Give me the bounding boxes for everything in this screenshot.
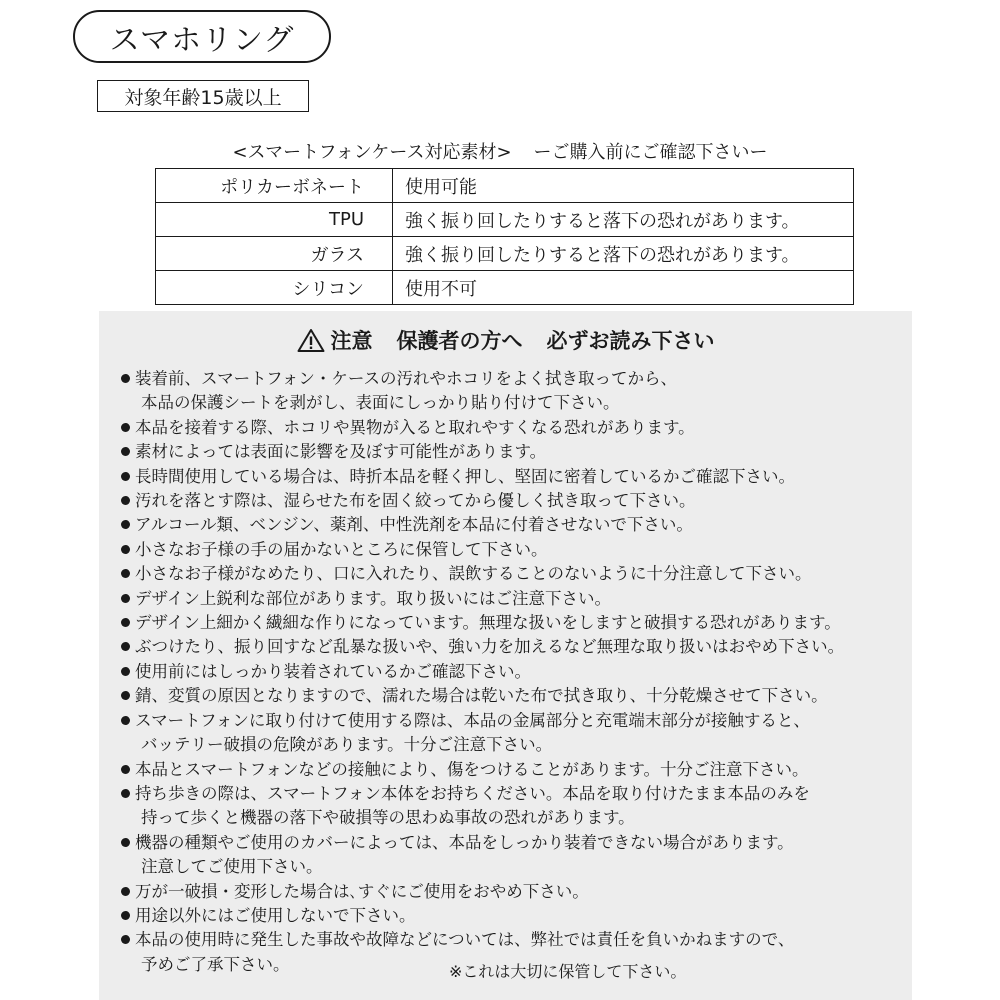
materials-heading xyxy=(150,138,850,164)
bullet-icon xyxy=(121,423,130,432)
bullet-icon xyxy=(121,447,130,456)
bullet-icon xyxy=(121,716,130,725)
caution-audience: 保護者の方へ xyxy=(396,329,523,353)
caution-text: 小さなお子様がなめたり、口に入れたり、誤飲することのないように十分注意して下さい。 xyxy=(135,564,812,584)
material-name: シリコン xyxy=(156,271,393,305)
material-status: 使用不可 xyxy=(393,271,854,305)
material-row xyxy=(156,169,854,203)
bullet-icon xyxy=(121,838,130,847)
warning-triangle-icon xyxy=(297,328,325,353)
bullet-icon xyxy=(121,618,130,627)
caution-text: デザイン上細かく繊細な作りになっています。無理な扱いをしますと破損する恐れがあります。 xyxy=(135,613,841,633)
caution-text: 注意してご使用下さい。 xyxy=(141,857,323,877)
caution-item xyxy=(121,465,844,489)
materials-table xyxy=(155,168,854,305)
caution-item xyxy=(121,489,844,513)
material-name: ガラス xyxy=(156,237,393,271)
caution-text: 本品を接着する際、ホコリや異物が入ると取れやすくなる恐れがあります。 xyxy=(135,417,695,437)
caution-item xyxy=(121,562,844,586)
caution-heading xyxy=(99,325,912,355)
caution-text: 素材によっては表面に影響を及ぼす可能性があります。 xyxy=(135,442,547,462)
caution-item-continued xyxy=(121,733,844,757)
caution-item-continued xyxy=(121,855,844,879)
bullet-icon xyxy=(121,911,130,920)
caution-panel xyxy=(99,311,912,1000)
caution-item xyxy=(121,904,844,928)
caution-item xyxy=(121,367,844,391)
caution-text: スマートフォンに取り付けて使用する際は、本品の金属部分と充電端末部分が接触すると、 xyxy=(135,710,810,730)
caution-item xyxy=(121,611,844,635)
caution-text: 持って歩くと機器の落下や破損等の思わぬ事故の恐れがあります。 xyxy=(141,808,635,828)
bullet-icon xyxy=(121,520,130,529)
caution-item xyxy=(121,538,844,562)
material-row xyxy=(156,271,854,305)
caution-item xyxy=(121,587,844,611)
material-status: 強く振り回したりすると落下の恐れがあります。 xyxy=(393,203,854,237)
material-row xyxy=(156,237,854,271)
caution-item xyxy=(121,709,844,733)
caution-text: デザイン上鋭利な部位があります。取り扱いにはご注意下さい。 xyxy=(135,588,612,608)
bullet-icon xyxy=(121,789,130,798)
caution-text: 本品の使用時に発生した事故や故障などについては、弊社では責任を負いかねますので、 xyxy=(135,930,795,950)
materials-heading-note: ーご購入前にご確認下さいー xyxy=(533,142,768,163)
caution-item xyxy=(121,684,844,708)
caution-text: 長時間使用している場合は、時折本品を軽く押し、堅固に密着しているかご確認下さい。 xyxy=(135,466,795,486)
caution-list xyxy=(121,367,844,977)
material-name: TPU xyxy=(156,203,393,237)
caution-text: 本品の保護シートを剥がし、表面にしっかり貼り付けて下さい。 xyxy=(141,393,620,413)
caution-text: 本品とスマートフォンなどの接触により、傷をつけることがあります。十分ご注意下さい。 xyxy=(135,759,809,779)
caution-text: 装着前、スマートフォン・ケースの汚れやホコリをよく拭き取ってから、 xyxy=(135,369,678,388)
caution-item xyxy=(121,416,844,440)
material-status: 使用可能 xyxy=(393,169,854,203)
caution-text: 用途以外にはご使用しないで下さい。 xyxy=(135,905,416,925)
caution-item xyxy=(121,758,844,782)
material-row xyxy=(156,203,854,237)
age-notice: 対象年齢15歳以上 xyxy=(97,80,309,112)
caution-item-continued xyxy=(121,391,844,415)
storage-footnote: ※これは大切に保管して下さい。 xyxy=(449,962,687,981)
caution-label: 注意 xyxy=(330,329,373,353)
caution-item xyxy=(121,880,844,904)
bullet-icon xyxy=(121,765,130,774)
materials-heading-title: <スマートフォンケース対応素材> xyxy=(232,142,512,163)
caution-text: 持ち歩きの際は、スマートフォン本体をお持ちください。本品を取り付けたまま本品のみを xyxy=(135,783,810,803)
bullet-icon xyxy=(121,594,130,603)
bullet-icon xyxy=(121,667,130,676)
bullet-icon xyxy=(121,691,130,700)
bullet-icon xyxy=(121,887,130,896)
caution-item xyxy=(121,635,844,659)
bullet-icon xyxy=(121,472,130,481)
caution-text: バッテリー破損の危険があります。十分ご注意下さい。 xyxy=(141,735,553,755)
material-name: ポリカーボネート xyxy=(156,169,393,203)
bullet-icon xyxy=(121,569,130,578)
caution-item xyxy=(121,513,844,537)
bullet-icon xyxy=(121,374,130,383)
caution-item xyxy=(121,928,844,952)
caution-text: 機器の種類やご使用のカバーによっては、本品をしっかり装着できない場合があります。 xyxy=(135,832,794,852)
caution-item xyxy=(121,660,844,684)
caution-instruction: 必ずお読み下さい xyxy=(546,329,715,353)
caution-text: 汚れを落とす際は、湿らせた布を固く絞ってから優しく拭き取って下さい。 xyxy=(135,491,696,511)
caution-text: 予めご了承下さい。 xyxy=(141,954,290,974)
material-status: 強く振り回したりすると落下の恐れがあります。 xyxy=(393,237,854,271)
product-title: スマホリング xyxy=(73,10,331,63)
caution-text: アルコール類、ベンジン、薬剤、中性洗剤を本品に付着させないで下さい。 xyxy=(135,515,693,535)
caution-item xyxy=(121,831,844,855)
caution-text: 万が一破損・変形した場合は､すぐにご使用をおやめ下さい。 xyxy=(135,881,589,901)
caution-text: 錆、変質の原因となりますので、濡れた場合は乾いた布で拭き取り、十分乾燥させて下さい。 xyxy=(135,686,828,706)
bullet-icon xyxy=(121,545,130,554)
caution-text: 使用前にはしっかり装着されているかご確認下さい。 xyxy=(135,661,531,681)
caution-item xyxy=(121,782,844,806)
caution-text: 小さなお子様の手の届かないところに保管して下さい。 xyxy=(135,539,548,559)
bullet-icon xyxy=(121,496,130,505)
caution-item-continued xyxy=(121,806,844,830)
caution-item xyxy=(121,440,844,464)
bullet-icon xyxy=(121,935,130,944)
bullet-icon xyxy=(121,642,130,651)
caution-text: ぶつけたり、振り回すなど乱暴な扱いや、強い力を加えるなど無理な取り扱いはおやめ下さい。 xyxy=(135,637,845,657)
